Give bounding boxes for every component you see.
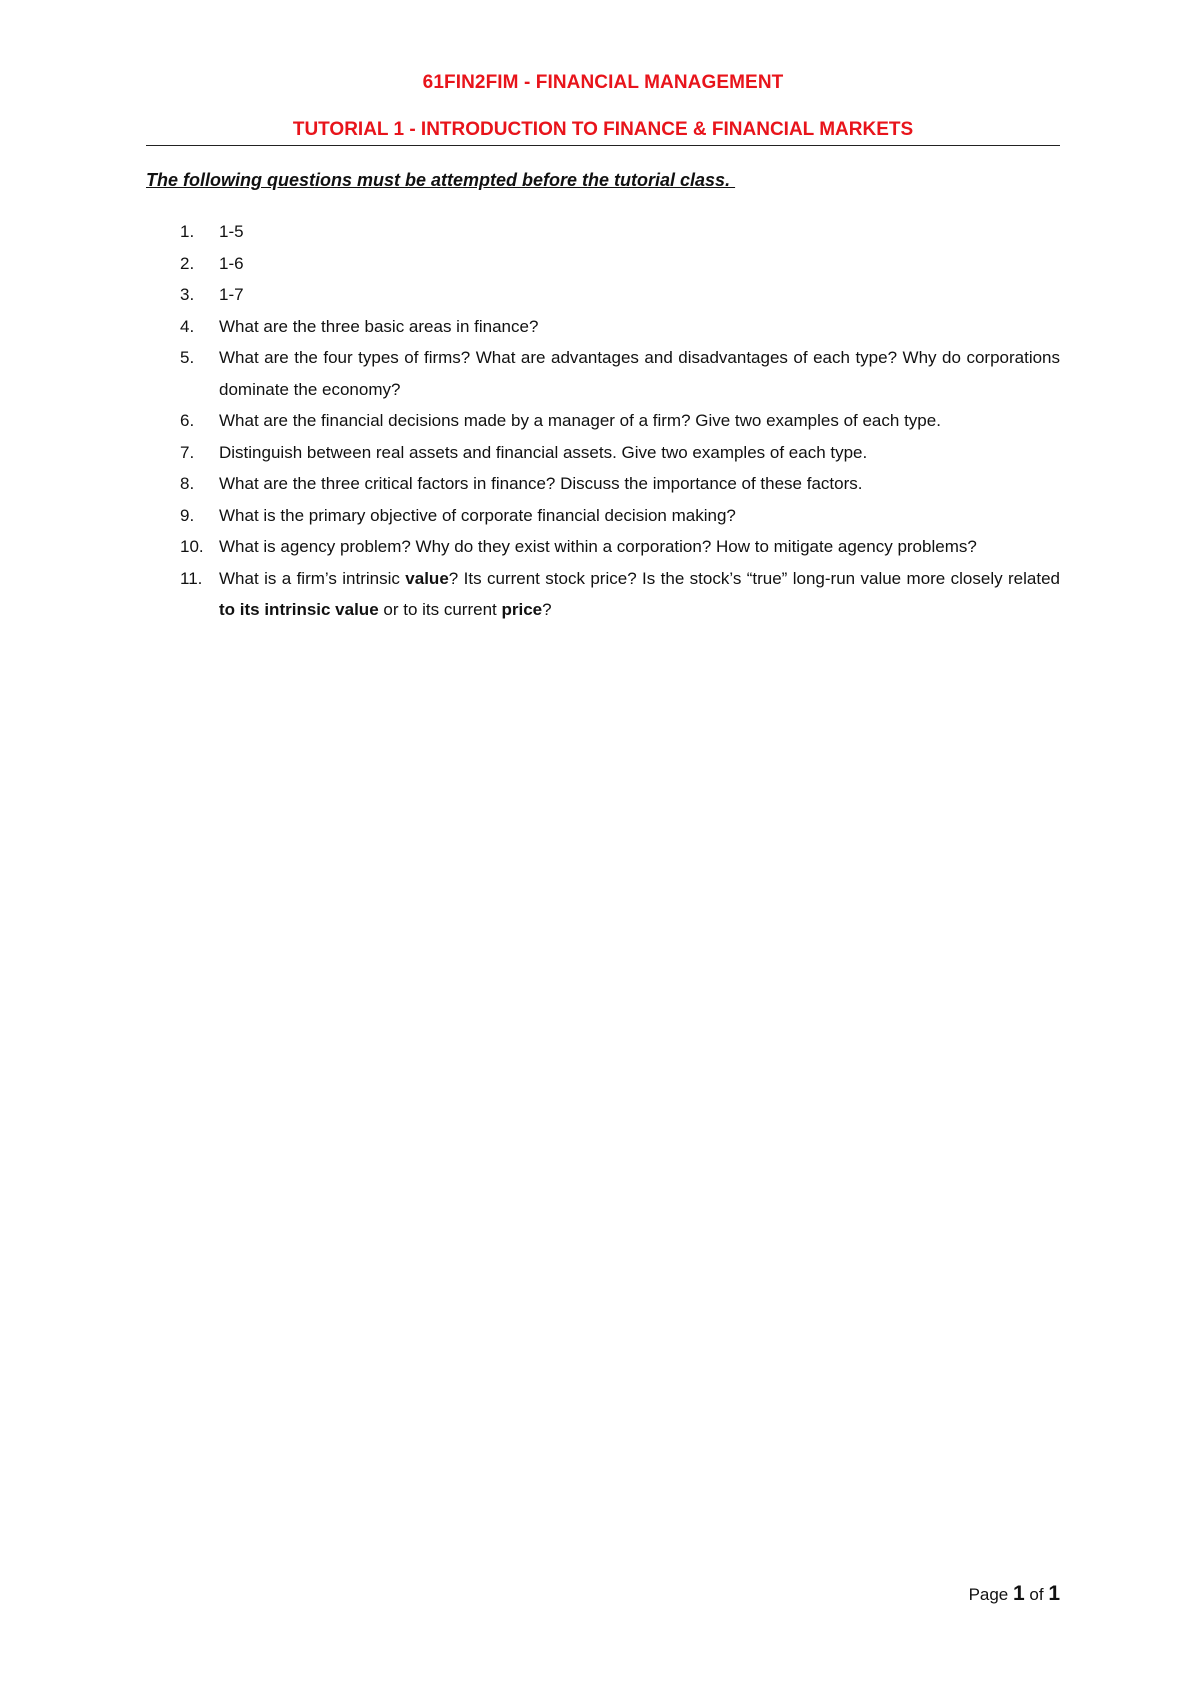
question-number: 2. [180,253,195,273]
question-item [146,563,1060,626]
emphasis-value: value [405,568,449,588]
question-number: 5. [180,348,195,367]
course-title: 61FIN2FIM - FINANCIAL MANAGEMENT [422,72,784,93]
question-item [146,216,1060,248]
tutorial-title: TUTORIAL 1 - INTRODUCTION TO FINANCE & FINANCIAL MARKETS [292,119,914,140]
page-current: 1 [1013,1582,1025,1605]
question-text-segment: What is a firm’s intrinsic [219,568,406,588]
page-label: Page [968,1585,1013,1604]
question-text-segment: or to its current [378,600,502,619]
page-total: 1 [1048,1582,1060,1605]
question-text: What are the four types of firms? What are advantages and disadvantages of each type? Why do corporations dominate the economy? [219,348,1060,399]
question-item [146,405,1060,437]
question-number: 11. [180,568,203,588]
question-item [146,279,1060,311]
question-item [146,342,1060,405]
question-number: 7. [180,442,195,462]
question-list [146,216,1060,626]
emphasis-price: price [501,600,543,619]
question-item [146,468,1060,500]
of-label: of [1024,1585,1049,1604]
question-number: 10. [180,537,204,556]
question-text: What are the three critical factors in finance? Discuss the importance of these factors. [219,474,863,493]
question-number: 4. [180,316,195,336]
question-item [146,248,1060,280]
question-number: 8. [180,474,195,493]
question-text: What is the primary objective of corporate financial decision making? [219,505,736,525]
question-text-segment: ? [542,600,552,619]
question-item [146,500,1060,532]
question-number: 9. [180,505,195,525]
question-text: 1-5 [219,222,244,241]
question-item [146,531,1060,563]
question-text: What is agency problem? Why do they exist within a corporation? How to mitigate agency problems? [219,537,977,556]
question-number: 6. [180,411,195,430]
question-text: What are the three basic areas in finance? [219,316,539,336]
instruction-text: The following questions must be attempted before the tutorial class. [146,170,736,190]
emphasis-intrinsic-value: to its intrinsic value [219,600,379,619]
page-footer [969,1582,1060,1606]
question-number: 3. [180,285,195,304]
question-text: 1-7 [219,285,244,304]
header-divider [146,145,1060,146]
question-text: Distinguish between real assets and financial assets. Give two examples of each type. [219,442,868,462]
question-text-segment: ? Its current stock price? Is the stock’s “true” long-run value more closely related [448,568,1060,588]
question-text: What are the financial decisions made by a manager of a firm? Give two examples of each type. [219,411,941,430]
question-number: 1. [180,222,195,241]
question-text [219,569,1060,620]
question-item [146,311,1060,343]
question-item [146,437,1060,469]
question-text: 1-6 [219,253,244,273]
